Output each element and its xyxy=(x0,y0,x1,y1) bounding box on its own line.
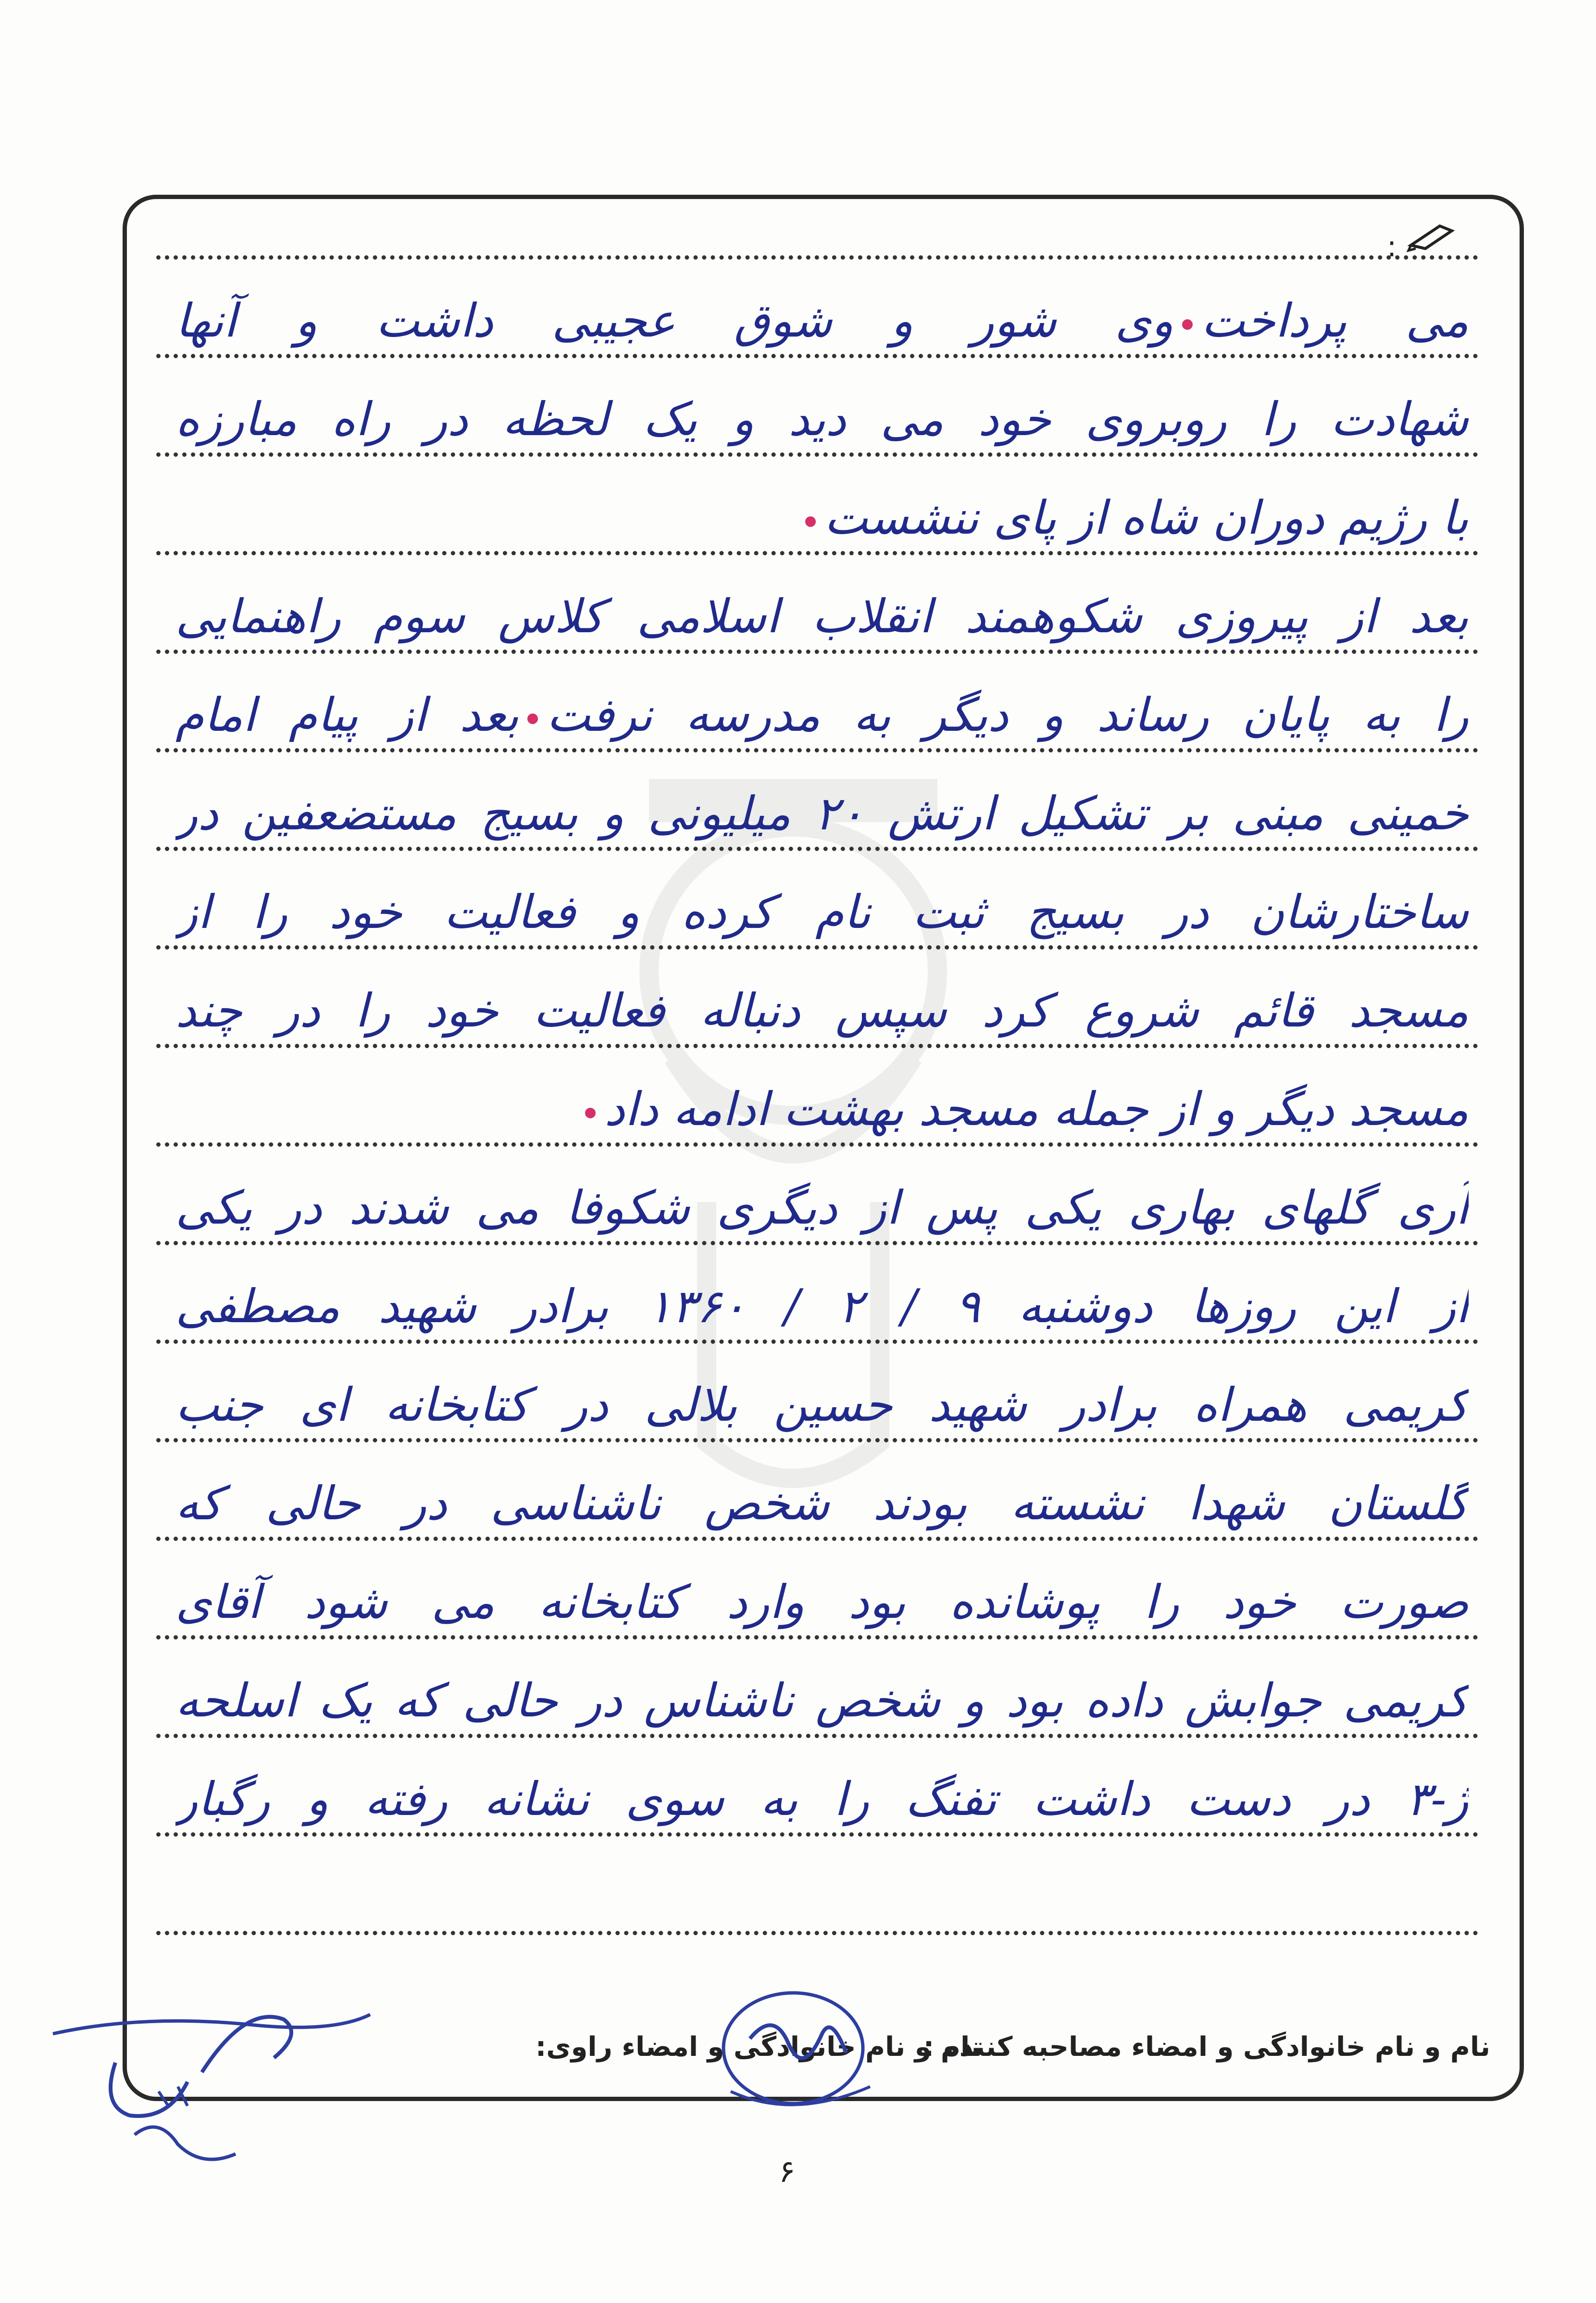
bullet-dot xyxy=(585,1108,596,1118)
ruled-line xyxy=(156,361,1478,457)
handwritten-segment: مسجد دیگر و از جمله مسجد بهشت ادامه داد xyxy=(604,1082,1469,1136)
ruled-line xyxy=(156,558,1478,654)
handwritten-line xyxy=(175,292,1469,350)
handwritten-line: بعد از پیروزی شکوهمند انقلاب اسلامی کلاس سوم راهنمایی xyxy=(175,589,1469,643)
handwritten-segment: با رژیم دوران شاه از پای ننشست xyxy=(824,491,1469,545)
ruled-line xyxy=(156,1248,1478,1344)
ruled-line xyxy=(156,1642,1478,1738)
handwritten-line xyxy=(175,489,1469,547)
handwritten-segment: وی شور و شوق عجیبی داشت و آنها xyxy=(175,294,1174,348)
narrator-signature xyxy=(43,1962,380,2173)
ruled-line xyxy=(156,755,1478,851)
handwritten-line: از این روزها دوشنبه ۹ / ۲ / ۱۳۶۰ برادر شهید مصطفی xyxy=(175,1279,1469,1333)
ruled-line xyxy=(156,1445,1478,1541)
ruled-line xyxy=(156,1543,1478,1640)
ruled-line xyxy=(156,1051,1478,1147)
handwritten-line xyxy=(175,1080,1469,1138)
handwritten-line: کریمی جوابش داده بود و شخص ناشناس در حالی که یک اسلحه xyxy=(175,1674,1469,1727)
ruled-line xyxy=(156,459,1478,555)
ruled-line xyxy=(156,1149,1478,1245)
bullet-dot xyxy=(805,516,816,527)
handwritten-line: مسجد قائم شروع کرد سپس دنباله فعالیت خود را در چند xyxy=(175,984,1469,1038)
interviewer-signature-label: نام و نام خانوادگی و امضاء مصاحبه کننده : xyxy=(923,2031,1490,2063)
ruled-line xyxy=(156,1740,1478,1837)
handwritten-line: صورت خود را پوشانده بود وارد کتابخانه می شود آقای xyxy=(175,1575,1469,1629)
page-number: ۶ xyxy=(779,2154,796,2190)
ruled-line xyxy=(156,853,1478,950)
handwritten-segment: بعد از پیام امام xyxy=(175,688,519,742)
bullet-dot xyxy=(1182,319,1193,330)
ruled-line xyxy=(156,1346,1478,1442)
ruled-line xyxy=(156,262,1478,358)
ruled-line xyxy=(156,163,1478,260)
handwritten-line xyxy=(175,686,1469,744)
handwritten-line: کریمی همراه برادر شهید حسین بلالی در کتابخانه ای جنب xyxy=(175,1378,1469,1432)
handwritten-segment: را به پایان رساند و دیگر به مدرسه نرفت xyxy=(547,688,1469,742)
narrator-signature-label: نام و نام خانوادگی و امضاء راوی: xyxy=(535,2031,981,2063)
handwritten-segment: می پرداخت xyxy=(1201,294,1469,348)
bullet-dot xyxy=(527,713,538,724)
handwritten-line: گلستان شهدا نشسته بودند شخص ناشناسی در حالی که xyxy=(175,1477,1469,1530)
ruled-line xyxy=(156,1839,1478,1935)
handwritten-line: ساختارشان در بسیج ثبت نام کرده و فعالیت خود را از xyxy=(175,885,1469,939)
handwritten-line: ژ-۳ در دست داشت تفنگ را به سوی نشانه رفته و رگبار xyxy=(175,1772,1469,1826)
signature-footer xyxy=(337,2031,1490,2075)
ruled-line xyxy=(156,656,1478,752)
handwritten-line: خمینی مبنی بر تشکیل ارتش ۲۰ میلیونی و بسیج مستضعفین در xyxy=(175,787,1469,840)
handwritten-line: شهادت را روبروی خود می دید و یک لحظه در راه مبارزه xyxy=(175,392,1469,446)
handwritten-line: آری گلهای بهاری یکی پس از دیگری شکوفا می شدند در یکی xyxy=(175,1181,1469,1235)
interviewer-signature xyxy=(711,1981,885,2120)
pen-marker-colon: : xyxy=(1387,230,1397,263)
ruled-lines xyxy=(156,0,1478,2303)
ruled-line xyxy=(156,952,1478,1048)
